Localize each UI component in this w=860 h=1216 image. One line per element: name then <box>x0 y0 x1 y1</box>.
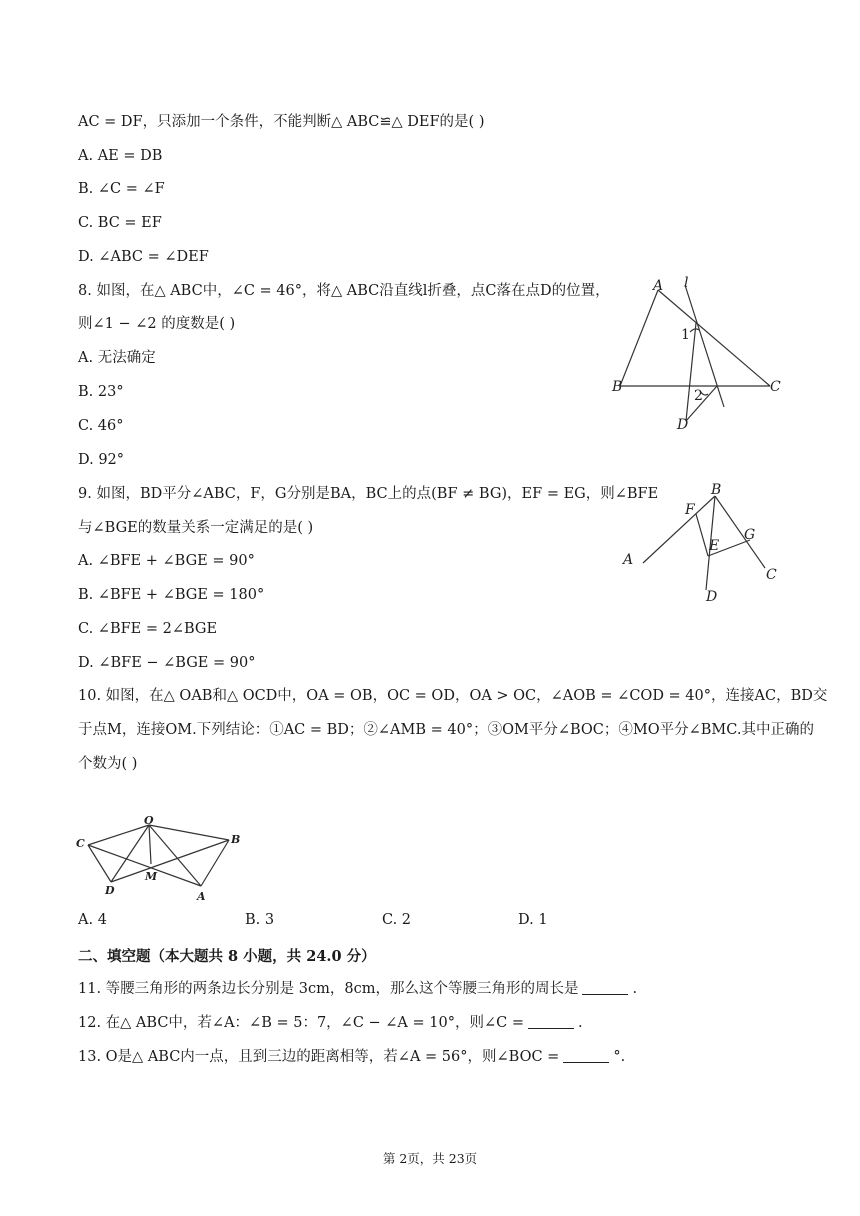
q10-label-o: O <box>144 814 154 827</box>
q10-option-b[interactable]: B. 3 <box>245 912 275 928</box>
q11 <box>78 979 637 999</box>
q9-label-g: G <box>744 527 756 543</box>
q10-figure <box>72 812 252 907</box>
segment-oc <box>88 825 149 845</box>
q11-end: . <box>632 981 638 997</box>
q10-label-b: B <box>231 833 241 846</box>
segment-ob <box>149 825 229 840</box>
q8-option-d[interactable]: D. 92° <box>78 452 125 468</box>
segment-ab <box>620 290 658 386</box>
q9-label-f: F <box>685 502 695 518</box>
q8-figure <box>600 275 800 440</box>
q9-label-e: E <box>709 538 720 554</box>
q11-answer-blank[interactable] <box>582 980 628 995</box>
page-footer: 第 2页，共 23页 <box>382 1151 478 1166</box>
q7-stem: AC = DF，只添加一个条件，不能判断△ ABC≌△ DEF的是( ) <box>78 114 485 130</box>
q7-option-d[interactable]: D. ∠ABC = ∠DEF <box>78 249 209 265</box>
q11-text: 11. 等腰三角形的两条边长分别是 3cm，8cm，那么这个等腰三角形的周长是 <box>78 981 579 997</box>
q9-label-d: D <box>706 589 718 605</box>
q7-option-b[interactable]: B. ∠C = ∠F <box>78 181 165 197</box>
q10-stem-line2: 于点M，连接OM.下列结论：①AC = BD；②∠AMB = 40°；③OM平分∠BOC；④MO平分∠BMC.其中正确的 <box>78 722 814 738</box>
q8-label-d: D <box>677 417 689 433</box>
q8-option-c[interactable]: C. 46° <box>78 418 124 434</box>
q10-option-c[interactable]: C. 2 <box>382 912 412 928</box>
q9-option-a[interactable]: A. ∠BFE + ∠BGE = 90° <box>78 553 255 569</box>
fold-line-l <box>685 285 724 407</box>
q9-figure <box>615 480 790 610</box>
segment-od <box>111 825 149 882</box>
q12 <box>78 1013 583 1033</box>
q10-option-a[interactable]: A. 4 <box>78 912 107 928</box>
segment-ba <box>643 496 715 563</box>
segment-db <box>111 840 229 882</box>
q8-stem-line1: 8. 如图，在△ ABC中，∠C = 46°，将△ ABC沿直线l折叠，点C落在点D的位置， <box>78 283 610 299</box>
q8-label-b: B <box>612 379 623 395</box>
q12-text: 12. 在△ ABC中，若∠A：∠B = 5：7，∠C − ∠A = 10°，则∠C = <box>78 1015 524 1031</box>
segment-bc <box>715 496 765 568</box>
q10-label-m: M <box>145 870 158 883</box>
q10-label-d: D <box>105 884 115 897</box>
q12-end: . <box>577 1015 583 1031</box>
q10-label-c: C <box>76 837 85 850</box>
q10-option-d[interactable]: D. 1 <box>518 912 548 928</box>
q13 <box>78 1047 625 1067</box>
q8-label-l: l <box>684 275 689 291</box>
q8-stem-line2: 则∠1 − ∠2 的度数是( ) <box>78 316 236 332</box>
q7-option-a[interactable]: A. AE = DB <box>78 148 163 164</box>
q7-option-c[interactable]: C. BC = EF <box>78 215 162 231</box>
segment-ab <box>201 840 229 886</box>
q9-label-a: A <box>623 552 634 568</box>
q8-label-2: 2 <box>694 388 703 404</box>
q10-label-a: A <box>197 890 206 903</box>
segment-cd <box>88 845 111 882</box>
segment-ac <box>658 290 770 386</box>
q9-option-d[interactable]: D. ∠BFE − ∠BGE = 90° <box>78 655 256 671</box>
q13-end: °. <box>613 1049 626 1065</box>
segment-om <box>149 825 151 864</box>
q13-answer-blank[interactable] <box>563 1048 609 1063</box>
q8-label-1: 1 <box>681 327 690 343</box>
q9-stem-line2: 与∠BGE的数量关系一定满足的是( ) <box>78 520 314 536</box>
q9-stem-line1: 9. 如图，BD平分∠ABC，F，G分别是BA，BC上的点(BF ≠ BG)，EF = EG，则∠BFE <box>78 486 659 502</box>
segment-fe <box>696 514 708 556</box>
section-fill-in-heading: 二、填空题（本大题共 8 小题，共 24.0 分） <box>78 948 376 965</box>
q8-option-b[interactable]: B. 23° <box>78 384 124 400</box>
q8-label-a: A <box>653 278 664 294</box>
q8-label-c: C <box>770 379 781 395</box>
q9-label-c: C <box>766 567 777 583</box>
q10-stem-line3: 个数为( ) <box>78 756 138 772</box>
q9-option-c[interactable]: C. ∠BFE = 2∠BGE <box>78 621 218 637</box>
q9-option-b[interactable]: B. ∠BFE + ∠BGE = 180° <box>78 587 265 603</box>
q10-stem-line1: 10. 如图，在△ OAB和△ OCD中，OA = OB，OC = OD，OA > OC，∠AOB = ∠COD = 40°，连接AC，BD交 <box>78 688 828 704</box>
q13-text: 13. O是△ ABC内一点，且到三边的距离相等，若∠A = 56°，则∠BOC = <box>78 1049 560 1065</box>
q12-answer-blank[interactable] <box>528 1014 574 1029</box>
q9-label-b: B <box>711 482 722 498</box>
angle-1-arc <box>690 329 699 332</box>
q8-option-a[interactable]: A. 无法确定 <box>78 350 156 366</box>
